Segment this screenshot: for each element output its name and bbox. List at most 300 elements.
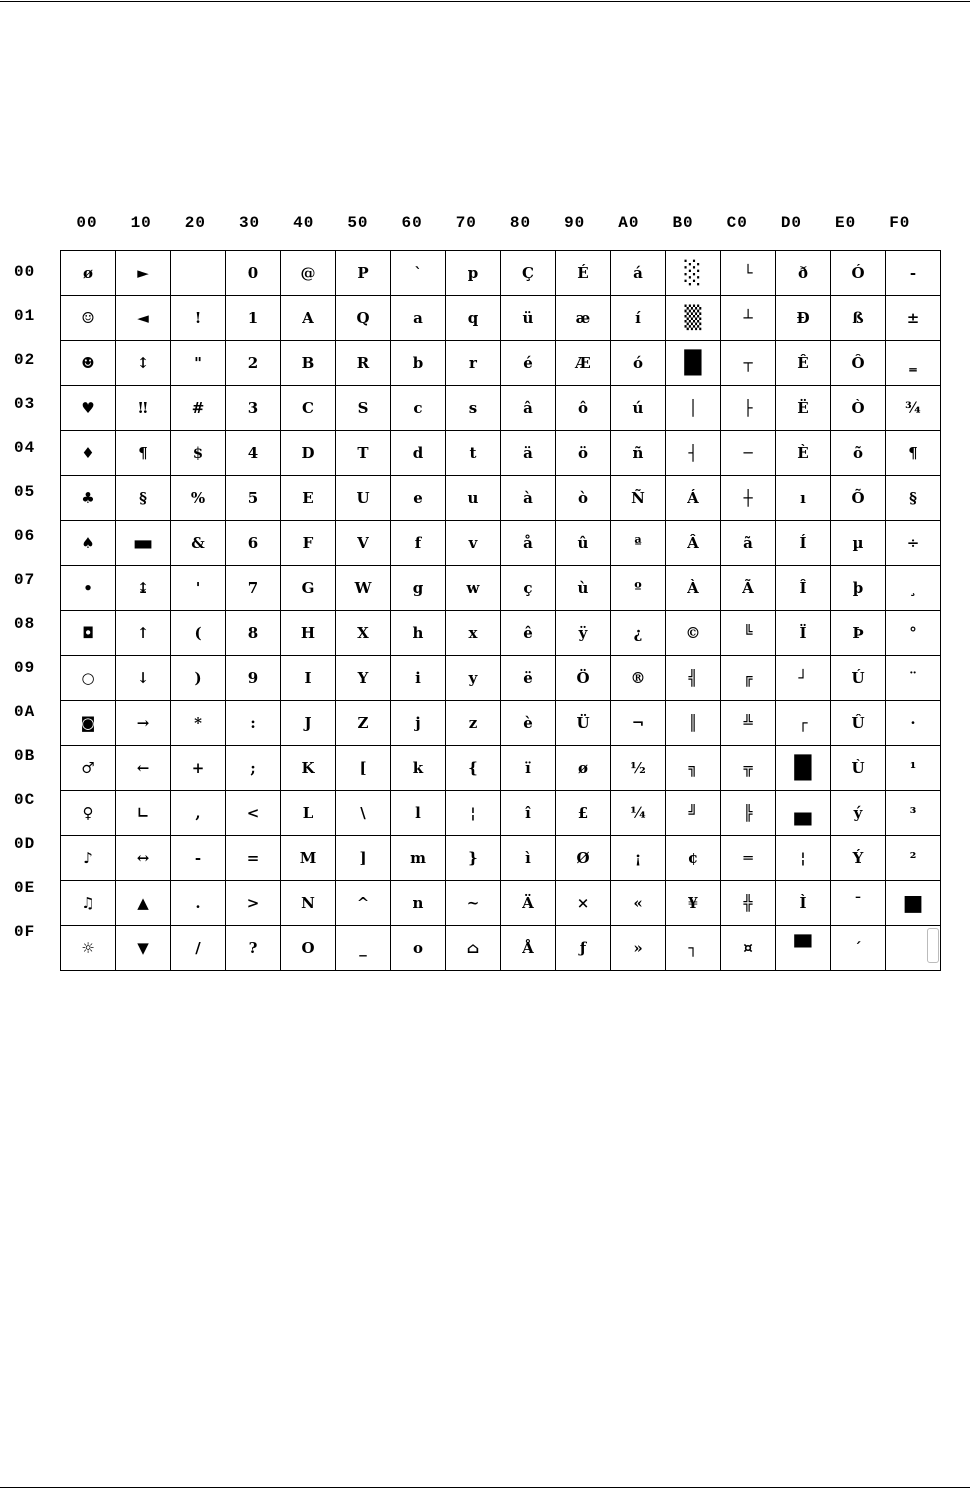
- char-cell: ╬: [721, 881, 776, 926]
- char-cell: [: [336, 746, 391, 791]
- char-cell: ♥: [61, 386, 116, 431]
- table-row: [61, 926, 941, 971]
- char-cell: /: [171, 926, 226, 971]
- char-cell: {: [446, 746, 501, 791]
- column-header: C0: [726, 214, 748, 232]
- table-row: [61, 386, 941, 431]
- char-cell: =: [226, 836, 281, 881]
- char-cell: Ð: [776, 296, 831, 341]
- char-cell: M: [281, 836, 336, 881]
- char-cell: +: [171, 746, 226, 791]
- char-cell: ñ: [611, 431, 666, 476]
- char-cell: ö: [556, 431, 611, 476]
- char-cell: ~: [446, 881, 501, 926]
- char-cell: G: [281, 566, 336, 611]
- column-header: A0: [618, 214, 640, 232]
- char-cell: h: [391, 611, 446, 656]
- char-cell: s: [446, 386, 501, 431]
- char-cell: A: [281, 296, 336, 341]
- char-cell: ☻: [61, 341, 116, 386]
- char-cell: i: [391, 656, 446, 701]
- char-cell: °: [886, 611, 941, 656]
- char-cell: ý: [831, 791, 886, 836]
- char-cell: ♂: [61, 746, 116, 791]
- char-cell: ‗: [886, 341, 941, 386]
- char-cell: │: [666, 386, 721, 431]
- char-cell: è: [501, 701, 556, 746]
- char-cell: ┴: [721, 296, 776, 341]
- char-cell: j: [391, 701, 446, 746]
- char-cell: ;: [226, 746, 281, 791]
- char-cell: ç: [501, 566, 556, 611]
- char-cell: Ä: [501, 881, 556, 926]
- char-cell: Â: [666, 521, 721, 566]
- char-cell: ò: [556, 476, 611, 521]
- char-cell: p: [446, 251, 501, 296]
- char-cell: ó: [611, 341, 666, 386]
- char-cell: î: [501, 791, 556, 836]
- char-cell: Ù: [831, 746, 886, 791]
- char-cell: â: [501, 386, 556, 431]
- char-cell: r: [446, 341, 501, 386]
- char-cell: ì: [501, 836, 556, 881]
- char-cell: S: [336, 386, 391, 431]
- char-cell: <: [226, 791, 281, 836]
- char-cell: ↨: [116, 566, 171, 611]
- char-cell: 4: [226, 431, 281, 476]
- table-row: [61, 341, 941, 386]
- char-cell: º: [611, 566, 666, 611]
- table-row: [61, 881, 941, 926]
- char-cell: Q: [336, 296, 391, 341]
- char-cell: æ: [556, 296, 611, 341]
- char-cell: ═: [721, 836, 776, 881]
- row-header: 0A: [14, 703, 36, 721]
- char-cell: %: [171, 476, 226, 521]
- char-cell: 8: [226, 611, 281, 656]
- char-cell: ¢: [666, 836, 721, 881]
- char-cell: ±: [886, 296, 941, 341]
- char-cell: 5: [226, 476, 281, 521]
- table-row: [61, 701, 941, 746]
- char-cell: E: [281, 476, 336, 521]
- char-cell: §: [886, 476, 941, 521]
- char-cell: ╗: [666, 746, 721, 791]
- column-header: 60: [401, 214, 423, 232]
- char-cell: 9: [226, 656, 281, 701]
- char-cell: ƒ: [556, 926, 611, 971]
- char-cell: ○: [61, 656, 116, 701]
- column-header: 70: [455, 214, 477, 232]
- table-row: [61, 521, 941, 566]
- char-cell: ⌂: [446, 926, 501, 971]
- char-cell: $: [171, 431, 226, 476]
- char-cell: ã: [721, 521, 776, 566]
- char-cell: Ñ: [611, 476, 666, 521]
- char-cell: 7: [226, 566, 281, 611]
- bottom-rule: [0, 1487, 970, 1488]
- row-header: 0E: [14, 879, 36, 897]
- row-header: 09: [14, 659, 36, 677]
- char-cell: U: [336, 476, 391, 521]
- char-cell: @: [281, 251, 336, 296]
- char-cell: ): [171, 656, 226, 701]
- table-row: [61, 431, 941, 476]
- table-row: [61, 656, 941, 701]
- column-header: F0: [889, 214, 911, 232]
- char-cell: T: [336, 431, 391, 476]
- char-cell: ◘: [61, 611, 116, 656]
- char-cell: ø: [556, 746, 611, 791]
- char-cell: Ý: [831, 836, 886, 881]
- char-cell: õ: [831, 431, 886, 476]
- char-cell: ♫: [61, 881, 116, 926]
- char-cell: ù: [556, 566, 611, 611]
- char-cell: Í: [776, 521, 831, 566]
- row-header: 05: [14, 483, 36, 501]
- char-cell: Ú: [831, 656, 886, 701]
- char-cell: K: [281, 746, 336, 791]
- row-header: 06: [14, 527, 36, 545]
- char-cell: k: [391, 746, 446, 791]
- char-cell: g: [391, 566, 446, 611]
- table-row: [61, 791, 941, 836]
- char-cell: ◙: [61, 701, 116, 746]
- char-cell: 2: [226, 341, 281, 386]
- char-cell: ╝: [666, 791, 721, 836]
- char-cell: ®: [611, 656, 666, 701]
- char-cell: :: [226, 701, 281, 746]
- char-cell: *: [171, 701, 226, 746]
- char-cell: ▬: [116, 521, 171, 566]
- char-cell: ♠: [61, 521, 116, 566]
- char-cell: ¶: [886, 431, 941, 476]
- char-cell: ü: [501, 296, 556, 341]
- row-headers: [0, 250, 58, 954]
- row-header: 04: [14, 439, 36, 457]
- char-cell: ð: [776, 251, 831, 296]
- char-cell: þ: [831, 566, 886, 611]
- char-cell: ▄: [776, 791, 831, 836]
- char-cell: N: [281, 881, 336, 926]
- char-cell: ': [171, 566, 226, 611]
- char-cell: ß: [831, 296, 886, 341]
- char-cell: Ü: [556, 701, 611, 746]
- column-header: 50: [347, 214, 369, 232]
- char-cell: ´: [831, 926, 886, 971]
- char-cell: ♦: [61, 431, 116, 476]
- char-cell: n: [391, 881, 446, 926]
- char-cell: H: [281, 611, 336, 656]
- char-cell: P: [336, 251, 391, 296]
- column-header: 30: [238, 214, 261, 232]
- char-cell: ©: [666, 611, 721, 656]
- char-cell: 6: [226, 521, 281, 566]
- char-cell: ²: [886, 836, 941, 881]
- char-cell: ¨: [886, 656, 941, 701]
- char-cell: Û: [831, 701, 886, 746]
- char-cell: ë: [501, 656, 556, 701]
- char-cell: ║: [666, 701, 721, 746]
- char-cell: #: [171, 386, 226, 431]
- char-cell: Î: [776, 566, 831, 611]
- char-cell: (: [171, 611, 226, 656]
- char-cell: ■: [886, 881, 941, 926]
- char-cell: 1: [226, 296, 281, 341]
- char-cell: å: [501, 521, 556, 566]
- char-cell: µ: [831, 521, 886, 566]
- char-cell: Ã: [721, 566, 776, 611]
- char-cell: Ò: [831, 386, 886, 431]
- char-cell: ": [171, 341, 226, 386]
- char-cell: o: [391, 926, 446, 971]
- char-cell: Ç: [501, 251, 556, 296]
- char-cell: ♣: [61, 476, 116, 521]
- char-cell: ↑: [116, 611, 171, 656]
- char-cell: R: [336, 341, 391, 386]
- char-cell: ¦: [776, 836, 831, 881]
- char-cell: Ì: [776, 881, 831, 926]
- row-header: 0D: [14, 835, 36, 853]
- char-cell: z: [446, 701, 501, 746]
- char-cell: ·: [886, 701, 941, 746]
- char-cell: 0: [226, 251, 281, 296]
- char-cell: ↕: [116, 341, 171, 386]
- char-cell: •: [61, 566, 116, 611]
- char-cell: ►: [116, 251, 171, 296]
- char-cell: Õ: [831, 476, 886, 521]
- column-header: 40: [293, 214, 315, 232]
- char-cell: ☺: [61, 296, 116, 341]
- row-header: 0F: [14, 923, 36, 941]
- char-cell: §: [116, 476, 171, 521]
- char-cell: ▒: [666, 296, 721, 341]
- column-header: B0: [672, 214, 694, 232]
- column-header: 10: [130, 214, 152, 232]
- char-cell: y: [446, 656, 501, 701]
- char-cell: I: [281, 656, 336, 701]
- char-cell: Æ: [556, 341, 611, 386]
- char-cell: À: [666, 566, 721, 611]
- char-cell: ª: [611, 521, 666, 566]
- char-cell: ¬: [611, 701, 666, 746]
- column-headers: [60, 214, 927, 244]
- char-cell: b: [391, 341, 446, 386]
- char-cell: ¼: [611, 791, 666, 836]
- char-cell: m: [391, 836, 446, 881]
- char-cell: ┬: [721, 341, 776, 386]
- row-header: 0B: [14, 747, 36, 765]
- char-cell: ¯: [831, 881, 886, 926]
- char-cell: ╔: [721, 656, 776, 701]
- char-cell: Y: [336, 656, 391, 701]
- row-header: 03: [14, 395, 36, 413]
- column-header: D0: [780, 214, 803, 232]
- table-row: [61, 746, 941, 791]
- char-cell: ^: [336, 881, 391, 926]
- char-cell: V: [336, 521, 391, 566]
- char-cell: ╠: [721, 791, 776, 836]
- char-cell: ]: [336, 836, 391, 881]
- char-cell: `: [391, 251, 446, 296]
- char-cell: &: [171, 521, 226, 566]
- char-cell: O: [281, 926, 336, 971]
- char-cell: x: [446, 611, 501, 656]
- char-cell: «: [611, 881, 666, 926]
- char-cell: Ö: [556, 656, 611, 701]
- char-cell: ÷: [886, 521, 941, 566]
- row-header: 07: [14, 571, 36, 589]
- char-cell: È: [776, 431, 831, 476]
- column-header: E0: [835, 214, 857, 232]
- char-cell: B: [281, 341, 336, 386]
- char-cell: ↓: [116, 656, 171, 701]
- char-cell: Ï: [776, 611, 831, 656]
- char-cell: ╦: [721, 746, 776, 791]
- char-cell: ¸: [886, 566, 941, 611]
- char-cell: Þ: [831, 611, 886, 656]
- char-cell: u: [446, 476, 501, 521]
- char-cell: à: [501, 476, 556, 521]
- char-cell: Å: [501, 926, 556, 971]
- char-cell: ,: [171, 791, 226, 836]
- char-cell: f: [391, 521, 446, 566]
- row-header: 08: [14, 615, 36, 633]
- char-cell: !: [171, 296, 226, 341]
- char-cell: }: [446, 836, 501, 881]
- char-cell: ¤: [721, 926, 776, 971]
- table-row: [61, 476, 941, 521]
- char-cell: ╩: [721, 701, 776, 746]
- char-cell: t: [446, 431, 501, 476]
- char-cell: ├: [721, 386, 776, 431]
- table-row: [61, 296, 941, 341]
- char-cell: é: [501, 341, 556, 386]
- char-cell: W: [336, 566, 391, 611]
- char-cell: ¿: [611, 611, 666, 656]
- table-row: [61, 836, 941, 881]
- char-cell: Z: [336, 701, 391, 746]
- char-cell: 3: [226, 386, 281, 431]
- char-cell: q: [446, 296, 501, 341]
- char-cell: _: [336, 926, 391, 971]
- char-cell: ┘: [776, 656, 831, 701]
- char-cell: d: [391, 431, 446, 476]
- char-cell: ╚: [721, 611, 776, 656]
- char-cell: C: [281, 386, 336, 431]
- column-header: 20: [184, 214, 206, 232]
- char-cell: Ë: [776, 386, 831, 431]
- char-cell: Ô: [831, 341, 886, 386]
- scroll-handle: [927, 928, 939, 963]
- char-cell: ┤: [666, 431, 721, 476]
- row-header: 01: [14, 307, 36, 325]
- char-cell: ø: [61, 251, 116, 296]
- char-cell: v: [446, 521, 501, 566]
- char-cell: ♀: [61, 791, 116, 836]
- char-cell: ¾: [886, 386, 941, 431]
- row-header: 0C: [14, 791, 36, 809]
- column-header: 90: [564, 214, 586, 232]
- char-cell: ¡: [611, 836, 666, 881]
- char-cell: ♪: [61, 836, 116, 881]
- char-cell: >: [226, 881, 281, 926]
- char-cell: c: [391, 386, 446, 431]
- char-cell: X: [336, 611, 391, 656]
- char-cell: ╣: [666, 656, 721, 701]
- char-cell: £: [556, 791, 611, 836]
- char-cell: ÿ: [556, 611, 611, 656]
- char-cell: ³: [886, 791, 941, 836]
- char-cell: ▲: [116, 881, 171, 926]
- char-cell: ê: [501, 611, 556, 656]
- top-rule: [0, 1, 970, 2]
- char-cell: e: [391, 476, 446, 521]
- char-cell: ¶: [116, 431, 171, 476]
- character-set-table: [60, 250, 941, 971]
- char-cell: Ê: [776, 341, 831, 386]
- table-row: [61, 251, 941, 296]
- char-cell: ↔: [116, 836, 171, 881]
- char-cell: ▀: [776, 926, 831, 971]
- char-cell: .: [171, 881, 226, 926]
- char-cell: ░: [666, 251, 721, 296]
- column-header: 80: [509, 214, 532, 232]
- char-cell: ─: [721, 431, 776, 476]
- char-cell: ┐: [666, 926, 721, 971]
- char-cell: Ó: [831, 251, 886, 296]
- char-cell: ä: [501, 431, 556, 476]
- char-cell: á: [611, 251, 666, 296]
- char-cell: a: [391, 296, 446, 341]
- column-header: 00: [76, 214, 98, 232]
- char-cell: l: [391, 791, 446, 836]
- table-row: [61, 566, 941, 611]
- char-cell: F: [281, 521, 336, 566]
- char-cell: ı: [776, 476, 831, 521]
- char-cell: ∟: [116, 791, 171, 836]
- char-cell: ◄: [116, 296, 171, 341]
- char-cell: ┌: [776, 701, 831, 746]
- char-cell: \: [336, 791, 391, 836]
- char-cell: →: [116, 701, 171, 746]
- char-cell: ¦: [446, 791, 501, 836]
- char-cell: L: [281, 791, 336, 836]
- char-cell: D: [281, 431, 336, 476]
- char-cell: É: [556, 251, 611, 296]
- char-cell: └: [721, 251, 776, 296]
- char-cell: ‼: [116, 386, 171, 431]
- char-cell: -: [171, 836, 226, 881]
- char-cell: -: [886, 251, 941, 296]
- char-cell: ¹: [886, 746, 941, 791]
- char-cell: w: [446, 566, 501, 611]
- row-header: 00: [14, 263, 36, 281]
- char-cell: ï: [501, 746, 556, 791]
- char-cell: ½: [611, 746, 666, 791]
- char-cell: ▼: [116, 926, 171, 971]
- char-cell: ☼: [61, 926, 116, 971]
- char-cell: ┼: [721, 476, 776, 521]
- char-cell: Á: [666, 476, 721, 521]
- char-cell: ú: [611, 386, 666, 431]
- row-header: 02: [14, 351, 36, 369]
- char-cell: J: [281, 701, 336, 746]
- char-cell: ô: [556, 386, 611, 431]
- char-cell: █: [666, 341, 721, 386]
- char-cell: Ø: [556, 836, 611, 881]
- char-cell: [171, 251, 226, 296]
